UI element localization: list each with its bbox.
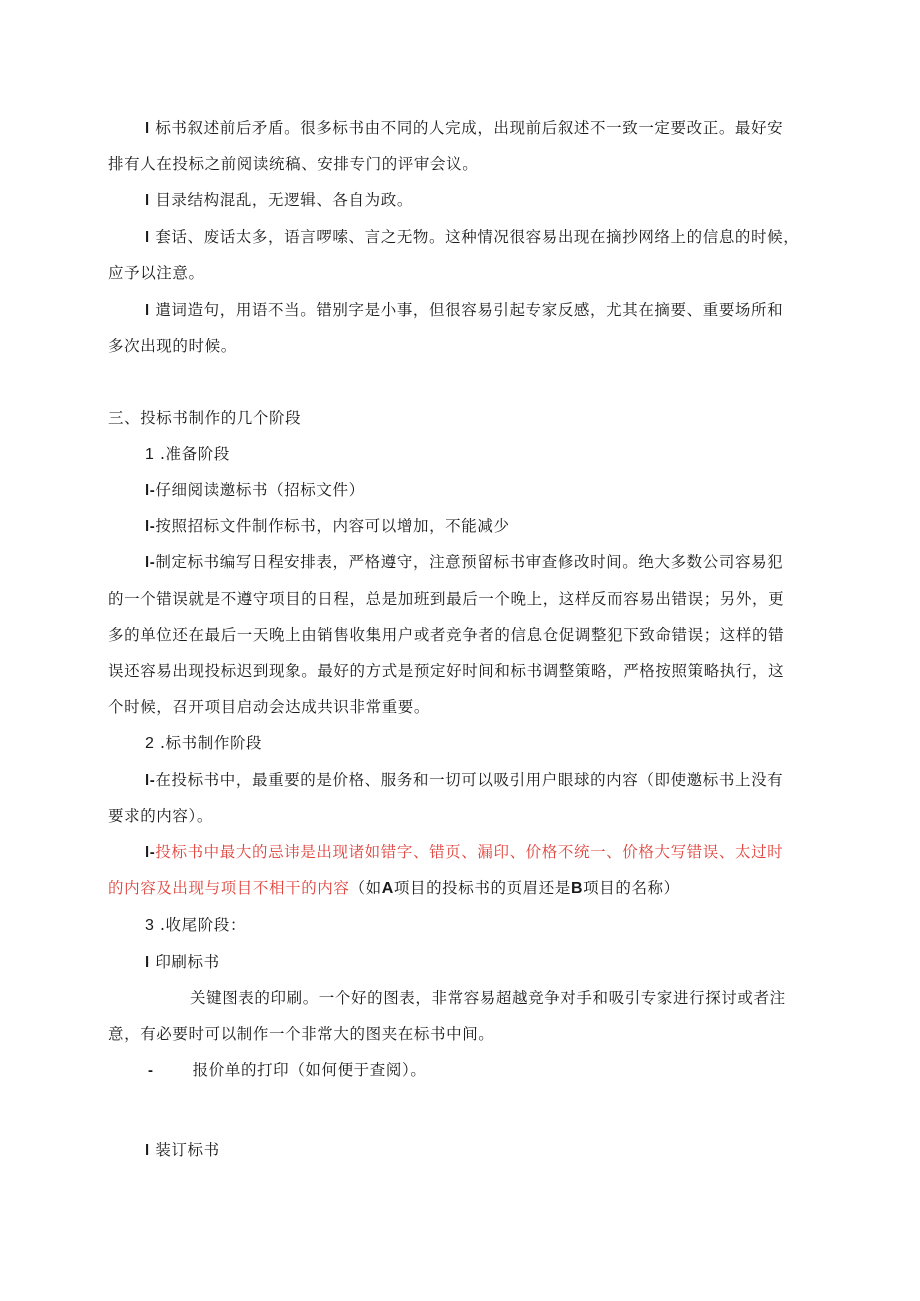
bullet-marker: l <box>145 1142 150 1159</box>
bullet-marker: l- <box>145 482 156 499</box>
bullet-marker: l <box>145 954 150 971</box>
bullet-marker: l- <box>145 772 156 789</box>
stage-3-item-1-desc-line-2: 意，有必要时可以制作一个非常大的图夹在标书中间。 <box>108 1025 495 1043</box>
bullet-marker: l- <box>145 554 156 571</box>
stage-3-item-1-desc-line-1: 关键图表的印刷。一个好的图表，非常容易超越竞争对手和吸引专家进行探讨或者注 <box>190 989 786 1007</box>
stage-2-item-1-line-1 <box>145 770 783 791</box>
item-text: 仔细阅读邀标书（招标文件） <box>155 481 365 499</box>
stage-3-item-1 <box>145 952 220 973</box>
warning-text: 的内容及出现与项目不相干的内容 <box>108 879 350 897</box>
stage-2-item-2-line-1 <box>145 842 783 863</box>
paragraph-text: 标书叙述前后矛盾。很多标书由不同的人完成，出现前后叙述不一致一定要改正。最好安 <box>155 119 784 137</box>
stage-2-heading <box>145 733 262 754</box>
project-b-label: B <box>570 880 584 897</box>
stage-number: 1 <box>145 446 155 463</box>
paragraph-2-line-1 <box>145 190 413 211</box>
item-text: 制定标书编写日程安排表，严格遵守，注意预留标书审查修改时间。绝大多数公司容易犯 <box>155 553 784 571</box>
stage-number: 3 <box>145 917 155 934</box>
project-a-label: A <box>381 880 394 897</box>
stage-1-item-1 <box>145 480 365 501</box>
item-text: 装订标书 <box>155 1141 220 1159</box>
paragraph-3-line-1 <box>145 227 799 248</box>
stage-3-item-2 <box>148 1060 426 1081</box>
bullet-marker: l <box>145 302 150 319</box>
stage-1-item-3-line-2: 的一个错误就是不遵守项目的日程，总是加班到最后一个晚上，这样反而容易出错误；另外，更 <box>108 590 785 608</box>
paragraph-text: 目录结构混乱，无逻辑、各自为政。 <box>155 191 413 209</box>
paragraph-4-line-2: 多次出现的时候。 <box>108 337 237 355</box>
bullet-marker: l <box>145 192 150 209</box>
stage-3-item-3 <box>145 1140 220 1161</box>
warning-text: 投标书中最大的忌讳是出现诸如错字、错页、漏印、价格不统一、价格大写错误、太过时 <box>155 843 784 861</box>
paragraph-4-line-1 <box>145 300 783 321</box>
stage-title: .标书制作阶段 <box>160 734 263 752</box>
item-text: 印刷标书 <box>155 953 220 971</box>
section-heading: 三、投标书制作的几个阶段 <box>108 409 302 427</box>
stage-1-heading <box>145 444 230 465</box>
bullet-marker: l- <box>145 518 156 535</box>
example-text: 项目的投标书的页眉还是 <box>393 879 571 897</box>
bullet-marker: l <box>145 229 150 246</box>
paragraph-3-line-2: 应予以注意。 <box>108 264 205 282</box>
stage-1-item-3-line-1 <box>145 552 783 573</box>
item-text: 按照招标文件制作标书，内容可以增加，不能减少 <box>155 517 510 535</box>
example-text: 项目的名称） <box>583 879 680 897</box>
stage-1-item-3-line-3: 多的单位还在最后一天晚上由销售收集用户或者竞争者的信息仓促调整犯下致命错误；这样的错 <box>108 626 785 644</box>
item-text: 在投标书中，最重要的是价格、服务和一切可以吸引用户眼球的内容（即使邀标书上没有 <box>155 771 784 789</box>
paragraph-1-line-1 <box>145 118 783 139</box>
bullet-marker: l- <box>145 844 156 861</box>
paragraph-1-line-2: 排有人在投标之前阅读统稿、安排专门的评审会议。 <box>108 155 479 173</box>
item-text: 报价单的打印（如何便于查阅）。 <box>192 1061 427 1079</box>
dash-marker: - <box>148 1062 154 1079</box>
stage-1-item-3-line-4: 误还容易出现投标迟到现象。最好的方式是预定好时间和标书调整策略，严格按照策略执行，这 <box>108 662 785 680</box>
bullet-marker: l <box>145 120 150 137</box>
stage-2-item-1-line-2: 要求的内容）。 <box>108 807 213 825</box>
stage-2-item-2-line-2 <box>108 878 680 899</box>
stage-number: 2 <box>145 735 155 752</box>
stage-3-heading <box>145 915 246 936</box>
stage-1-item-3-line-5: 个时候，召开项目启动会达成共识非常重要。 <box>108 698 431 716</box>
paragraph-text: 套话、废话太多，语言啰嗦、言之无物。这种情况很容易出现在摘抄网络上的信息的时候， <box>155 228 800 246</box>
stage-title: .收尾阶段： <box>160 916 247 934</box>
paragraph-text: 遣词造句，用语不当。错别字是小事，但很容易引起专家反感，尤其在摘要、重要场所和 <box>155 301 784 319</box>
stage-1-item-2 <box>145 516 510 537</box>
stage-title: .准备阶段 <box>160 445 230 463</box>
example-text: （如 <box>349 879 382 897</box>
